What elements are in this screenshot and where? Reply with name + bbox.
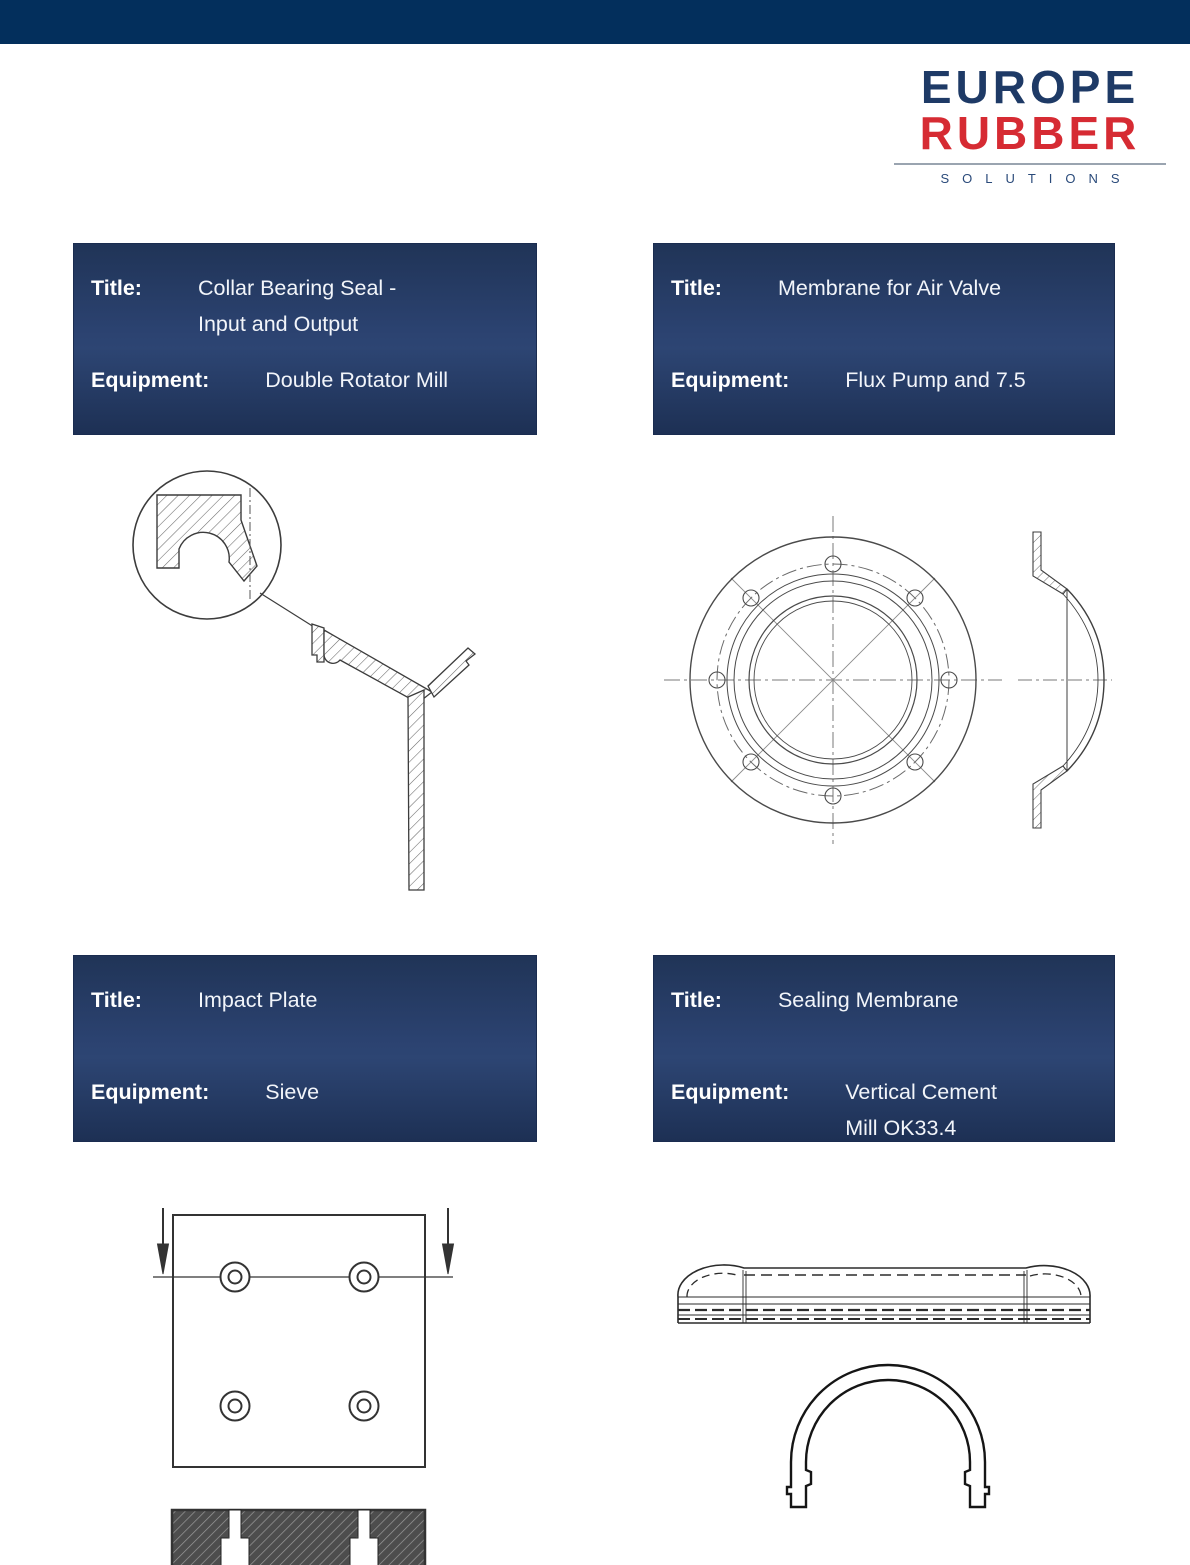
membrane-front-view [664, 516, 1002, 844]
equipment-value: Sieve [265, 1080, 320, 1104]
plate-section-view [172, 1510, 425, 1565]
panel-sealing-membrane [653, 955, 1115, 1142]
equipment-row [671, 362, 1106, 398]
equipment-value: Flux Pump and 7.5 [845, 368, 1026, 392]
equipment-row [671, 1074, 1106, 1146]
title-label: Title: [671, 276, 722, 300]
title-row [91, 270, 528, 342]
seal-profile [312, 624, 475, 890]
collar-bearing-seal-drawing [110, 450, 510, 920]
plate-outline [173, 1215, 425, 1467]
detail-circle [133, 471, 281, 619]
logo-divider [894, 163, 1166, 165]
title-row [671, 270, 1106, 306]
header-bar [0, 0, 1190, 44]
title-value: Membrane for Air Valve [777, 276, 1002, 300]
title-label: Title: [671, 988, 722, 1012]
air-valve-membrane-drawing [650, 490, 1120, 880]
title-value: Sealing Membrane [777, 988, 959, 1012]
title-label: Title: [91, 988, 142, 1012]
membrane-arch-section-view [787, 1365, 989, 1507]
equipment-label: Equipment: [91, 368, 210, 392]
panel-membrane-air-valve [653, 243, 1115, 435]
title-row [671, 982, 1106, 1018]
impact-plate-drawing [120, 1180, 520, 1565]
equipment-value: Vertical Cement Mill OK33.4 [845, 1080, 998, 1140]
panel-impact-plate [73, 955, 537, 1142]
panel-collar-bearing-seal [73, 243, 537, 435]
logo-text-rubber: RUBBER [919, 107, 1141, 159]
logo-text-europe: EUROPE [920, 61, 1140, 113]
equipment-label: Equipment: [671, 1080, 790, 1104]
equipment-value: Double Rotator Mill [265, 368, 449, 392]
equipment-row [91, 1074, 528, 1110]
equipment-label: Equipment: [671, 368, 790, 392]
company-logo [894, 61, 1166, 186]
logo-text-solutions: SOLUTIONS [940, 170, 1133, 186]
title-value: Impact Plate [197, 988, 318, 1012]
title-row [91, 982, 528, 1018]
title-label: Title: [91, 276, 142, 300]
equipment-row [91, 362, 528, 398]
equipment-label: Equipment: [91, 1080, 210, 1104]
membrane-side-view [1018, 532, 1112, 828]
title-value: Collar Bearing Seal - Input and Output [197, 276, 397, 336]
membrane-long-profile-view [678, 1265, 1090, 1323]
detail-leader-line [260, 593, 314, 627]
sealing-membrane-drawing [640, 1230, 1140, 1565]
